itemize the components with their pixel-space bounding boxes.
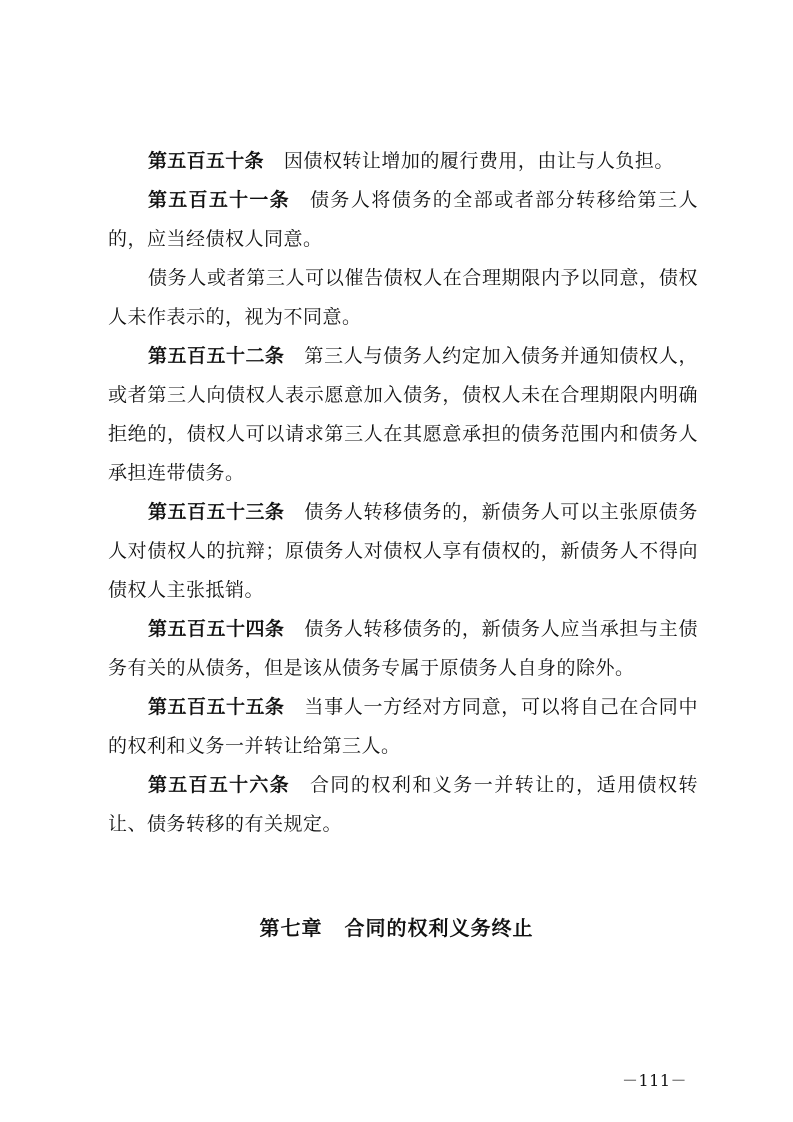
article-555 [108, 688, 698, 766]
article-550 [108, 142, 698, 181]
article-number: 第五百五十三条 [148, 501, 285, 523]
article-text: 合同的权利和义务一并转让的，适用债权转让、债务转移的有关规定。 [108, 774, 698, 835]
article-text: 债务人或者第三人可以催告债权人在合理期限内予以同意，债权人未作表示的，视为不同意。 [108, 267, 698, 328]
article-553 [108, 493, 698, 610]
article-551-paragraph-2 [108, 259, 698, 337]
article-number: 第五百五十条 [148, 150, 264, 172]
article-text: 当事人一方经对方同意，可以将自己在合同中的权利和义务一并转让给第三人。 [108, 696, 698, 757]
page-number: －111－ [622, 1071, 688, 1090]
article-number: 第五百五十一条 [148, 189, 290, 211]
article-number: 第五百五十四条 [148, 618, 285, 640]
article-number: 第五百五十二条 [148, 345, 285, 367]
article-556 [108, 766, 698, 844]
article-list [108, 142, 698, 844]
chapter-heading [0, 912, 793, 941]
article-text: 债务人转移债务的，新债务人应当承担与主债务有关的从债务，但是该从债务专属于原债务人自身的除外。 [108, 618, 698, 679]
article-text: 第三人与债务人约定加入债务并通知债权人，或者第三人向债权人表示愿意加入债务，债权人未在合理期限内明确拒绝的，债权人可以请求第三人在其愿意承担的债务范围内和债务人承担连带债务。 [108, 345, 698, 484]
article-number: 第五百五十六条 [148, 774, 290, 796]
article-554 [108, 610, 698, 688]
chapter-title-text: 合同的权利义务终止 [344, 916, 534, 940]
article-number: 第五百五十五条 [148, 696, 285, 718]
chapter-number: 第七章 [259, 916, 323, 940]
article-text: 债务人转移债务的，新债务人可以主张原债务人对债权人的抗辩；原债务人对债权人享有债权的，新债务人不得向债权人主张抵销。 [108, 501, 698, 601]
article-text: 因债权转让增加的履行费用，由让与人负担。 [283, 150, 674, 172]
article-text: 债务人将债务的全部或者部分转移给第三人的，应当经债权人同意。 [108, 189, 698, 250]
article-551 [108, 181, 698, 259]
article-552 [108, 337, 698, 493]
